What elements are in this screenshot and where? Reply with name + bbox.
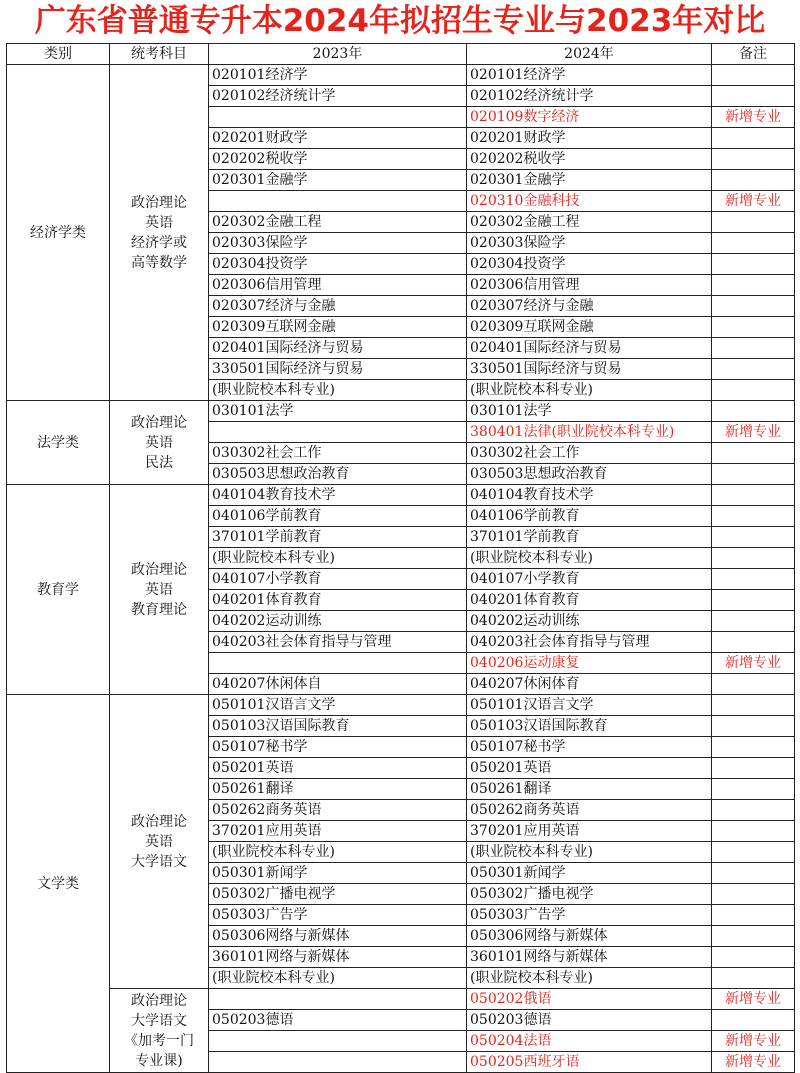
major-2024-cell: (职业院校本科专业) xyxy=(467,380,712,401)
category-cell: 经济学类 xyxy=(7,65,110,401)
major-2023-cell: 020309互联网金融 xyxy=(209,317,467,338)
header-note: 备注 xyxy=(712,44,795,65)
subject-line: 政治理论 xyxy=(131,561,187,578)
note-cell xyxy=(712,968,795,989)
major-2024-cell: 040203社会体育指导与管理 xyxy=(467,632,712,653)
subject-line: 政治理论 xyxy=(131,813,187,830)
major-2024-cell: 040206运动康复 xyxy=(467,653,712,674)
major-2024-cell: 050204法语 xyxy=(467,1031,712,1052)
subject-line: 《加考一门 xyxy=(124,1032,194,1049)
major-2024-cell: 360101网络与新媒体 xyxy=(467,947,712,968)
major-2024-cell: 020301金融学 xyxy=(467,170,712,191)
major-2023-cell: 020302金融工程 xyxy=(209,212,467,233)
major-2024-cell: 050205西班牙语 xyxy=(467,1052,712,1073)
major-2023-cell: 050262商务英语 xyxy=(209,800,467,821)
major-2023-cell xyxy=(209,107,467,128)
note-cell xyxy=(712,485,795,506)
major-2023-cell: 370101学前教育 xyxy=(209,527,467,548)
note-cell xyxy=(712,779,795,800)
table-row xyxy=(7,485,795,506)
note-cell xyxy=(712,443,795,464)
subject-line: 专业课) xyxy=(135,1052,183,1069)
note-cell xyxy=(712,821,795,842)
major-2024-cell: 020101经济学 xyxy=(467,65,712,86)
header-2024: 2024年 xyxy=(467,44,712,65)
major-2024-cell: 020309互联网金融 xyxy=(467,317,712,338)
major-2023-cell: 360101网络与新媒体 xyxy=(209,947,467,968)
note-cell: 新增专业 xyxy=(712,1031,795,1052)
subjects-cell xyxy=(110,485,209,695)
note-cell xyxy=(712,884,795,905)
note-cell: 新增专业 xyxy=(712,1052,795,1073)
major-2023-cell: 040202运动训练 xyxy=(209,611,467,632)
subjects-cell xyxy=(110,989,209,1073)
table-header-row xyxy=(7,44,795,65)
note-cell xyxy=(712,212,795,233)
major-2024-cell: 380401法律(职业院校本科专业) xyxy=(467,422,712,443)
major-2024-cell: 020306信用管理 xyxy=(467,275,712,296)
major-2023-cell: 040207休闲体自 xyxy=(209,674,467,695)
note-cell xyxy=(712,611,795,632)
note-cell xyxy=(712,275,795,296)
header-2023: 2023年 xyxy=(209,44,467,65)
major-2023-cell: 030302社会工作 xyxy=(209,443,467,464)
page-title: 广东省普通专升本2024年拟招生专业与2023年对比 xyxy=(34,3,766,39)
major-2023-cell: 370201应用英语 xyxy=(209,821,467,842)
major-2023-cell xyxy=(209,989,467,1010)
major-2024-cell: 330501国际经济与贸易 xyxy=(467,359,712,380)
major-2024-cell: (职业院校本科专业) xyxy=(467,548,712,569)
major-2023-cell: 040203社会体育指导与管理 xyxy=(209,632,467,653)
major-2023-cell: 040201体育教育 xyxy=(209,590,467,611)
note-cell: 新增专业 xyxy=(712,989,795,1010)
major-2024-cell: 020102经济统计学 xyxy=(467,86,712,107)
major-2024-cell: 040104教育技术学 xyxy=(467,485,712,506)
subject-line: 政治理论 xyxy=(131,194,187,211)
subject-line: 政治理论 xyxy=(131,992,187,1009)
major-2024-cell: 020307经济与金融 xyxy=(467,296,712,317)
major-2024-cell: 040106学前教育 xyxy=(467,506,712,527)
subject-line: 英语 xyxy=(145,581,173,598)
note-cell xyxy=(712,380,795,401)
note-cell xyxy=(712,758,795,779)
note-cell xyxy=(712,254,795,275)
major-2024-cell: (职业院校本科专业) xyxy=(467,842,712,863)
major-2024-cell: 040107小学教育 xyxy=(467,569,712,590)
category-cell: 法学类 xyxy=(7,401,110,485)
major-2023-cell xyxy=(209,422,467,443)
major-2024-cell: 370201应用英语 xyxy=(467,821,712,842)
note-cell xyxy=(712,569,795,590)
major-2024-cell: 040207休闲体育 xyxy=(467,674,712,695)
major-2024-cell: 020109数字经济 xyxy=(467,107,712,128)
major-2024-cell: 050261翻译 xyxy=(467,779,712,800)
major-2024-cell: 370101学前教育 xyxy=(467,527,712,548)
major-2024-cell: 050201英语 xyxy=(467,758,712,779)
note-cell: 新增专业 xyxy=(712,107,795,128)
subject-line: 高等数学 xyxy=(131,254,187,271)
note-cell xyxy=(712,401,795,422)
major-2024-cell: 050101汉语言文学 xyxy=(467,695,712,716)
major-2023-cell: 020301金融学 xyxy=(209,170,467,191)
major-2023-cell: 020303保险学 xyxy=(209,233,467,254)
subject-line: 教育理论 xyxy=(131,601,187,618)
major-2024-cell: 020302金融工程 xyxy=(467,212,712,233)
major-2023-cell: 020201财政学 xyxy=(209,128,467,149)
note-cell xyxy=(712,65,795,86)
note-cell xyxy=(712,590,795,611)
major-2023-cell: 030503思想政治教育 xyxy=(209,464,467,485)
note-cell xyxy=(712,947,795,968)
major-2023-cell: 050302广播电视学 xyxy=(209,884,467,905)
major-2023-cell: 020102经济统计学 xyxy=(209,86,467,107)
major-2024-cell: 050202俄语 xyxy=(467,989,712,1010)
note-cell xyxy=(712,506,795,527)
major-2024-cell: 050303广告学 xyxy=(467,905,712,926)
note-cell: 新增专业 xyxy=(712,653,795,674)
major-2023-cell: 050303广告学 xyxy=(209,905,467,926)
note-cell: 新增专业 xyxy=(712,191,795,212)
note-cell xyxy=(712,86,795,107)
major-2024-cell: 050301新闻学 xyxy=(467,863,712,884)
major-2023-cell: 020306信用管理 xyxy=(209,275,467,296)
major-2023-cell: 050301新闻学 xyxy=(209,863,467,884)
note-cell xyxy=(712,128,795,149)
major-2023-cell: 040107小学教育 xyxy=(209,569,467,590)
table-row xyxy=(7,65,795,86)
major-2024-cell: 020310金融科技 xyxy=(467,191,712,212)
major-2023-cell: 050261翻译 xyxy=(209,779,467,800)
note-cell xyxy=(712,233,795,254)
note-cell xyxy=(712,863,795,884)
major-2023-cell xyxy=(209,1052,467,1073)
major-2023-cell: 050107秘书学 xyxy=(209,737,467,758)
major-2024-cell: (职业院校本科专业) xyxy=(467,968,712,989)
note-cell xyxy=(712,716,795,737)
major-2023-cell: 020304投资学 xyxy=(209,254,467,275)
subject-line: 大学语文 xyxy=(131,853,187,870)
note-cell xyxy=(712,338,795,359)
note-cell xyxy=(712,317,795,338)
category-cell: 文学类 xyxy=(7,695,110,1073)
subjects-cell xyxy=(110,65,209,401)
table-row xyxy=(7,401,795,422)
major-2023-cell: 020307经济与金融 xyxy=(209,296,467,317)
note-cell xyxy=(712,527,795,548)
major-2024-cell: 030101法学 xyxy=(467,401,712,422)
note-cell xyxy=(712,464,795,485)
major-2023-cell xyxy=(209,191,467,212)
major-2023-cell: 040104教育技术学 xyxy=(209,485,467,506)
major-2023-cell: (职业院校本科专业) xyxy=(209,380,467,401)
note-cell xyxy=(712,1010,795,1031)
header-subjects: 统考科目 xyxy=(110,44,209,65)
note-cell xyxy=(712,926,795,947)
note-cell xyxy=(712,548,795,569)
subject-line: 经济学或 xyxy=(131,234,187,251)
header-category: 类别 xyxy=(7,44,110,65)
major-2023-cell: 050203德语 xyxy=(209,1010,467,1031)
major-2024-cell: 020201财政学 xyxy=(467,128,712,149)
note-cell xyxy=(712,632,795,653)
note-cell xyxy=(712,842,795,863)
major-2023-cell: 020401国际经济与贸易 xyxy=(209,338,467,359)
major-2023-cell: (职业院校本科专业) xyxy=(209,548,467,569)
major-2023-cell: 050103汉语国际教育 xyxy=(209,716,467,737)
subject-line: 英语 xyxy=(145,833,173,850)
note-cell: 新增专业 xyxy=(712,422,795,443)
major-2024-cell: 020401国际经济与贸易 xyxy=(467,338,712,359)
major-2024-cell: 050107秘书学 xyxy=(467,737,712,758)
major-2024-cell: 050203德语 xyxy=(467,1010,712,1031)
major-2024-cell: 050302广播电视学 xyxy=(467,884,712,905)
major-2024-cell: 030302社会工作 xyxy=(467,443,712,464)
major-2023-cell: 040106学前教育 xyxy=(209,506,467,527)
major-2023-cell: 050201英语 xyxy=(209,758,467,779)
major-2023-cell: 050306网络与新媒体 xyxy=(209,926,467,947)
major-2023-cell: 330501国际经济与贸易 xyxy=(209,359,467,380)
major-2023-cell: 030101法学 xyxy=(209,401,467,422)
note-cell xyxy=(712,170,795,191)
note-cell xyxy=(712,800,795,821)
major-2023-cell xyxy=(209,1031,467,1052)
subject-line: 大学语文 xyxy=(131,1012,187,1029)
table-row xyxy=(7,989,795,1010)
note-cell xyxy=(712,905,795,926)
major-2024-cell: 020303保险学 xyxy=(467,233,712,254)
note-cell xyxy=(712,695,795,716)
major-2024-cell: 040201体育教育 xyxy=(467,590,712,611)
subject-line: 英语 xyxy=(145,434,173,451)
note-cell xyxy=(712,296,795,317)
major-2024-cell: 020202税收学 xyxy=(467,149,712,170)
table-row xyxy=(7,695,795,716)
subjects-cell xyxy=(110,695,209,989)
major-2023-cell: 050101汉语言文学 xyxy=(209,695,467,716)
major-2023-cell: 020202税收学 xyxy=(209,149,467,170)
major-2024-cell: 040202运动训练 xyxy=(467,611,712,632)
major-2023-cell: (职业院校本科专业) xyxy=(209,968,467,989)
note-cell xyxy=(712,737,795,758)
major-2023-cell: (职业院校本科专业) xyxy=(209,842,467,863)
subject-line: 英语 xyxy=(145,214,173,231)
subject-line: 民法 xyxy=(145,454,173,471)
major-2024-cell: 020304投资学 xyxy=(467,254,712,275)
note-cell xyxy=(712,149,795,170)
comparison-table xyxy=(6,43,795,1073)
major-2024-cell: 050306网络与新媒体 xyxy=(467,926,712,947)
category-cell: 教育学 xyxy=(7,485,110,695)
major-2024-cell: 050262商务英语 xyxy=(467,800,712,821)
major-2023-cell xyxy=(209,653,467,674)
note-cell xyxy=(712,674,795,695)
major-2024-cell: 030503思想政治教育 xyxy=(467,464,712,485)
major-2024-cell: 050103汉语国际教育 xyxy=(467,716,712,737)
major-2023-cell: 020101经济学 xyxy=(209,65,467,86)
subjects-cell xyxy=(110,401,209,485)
subject-line: 政治理论 xyxy=(131,414,187,431)
note-cell xyxy=(712,359,795,380)
